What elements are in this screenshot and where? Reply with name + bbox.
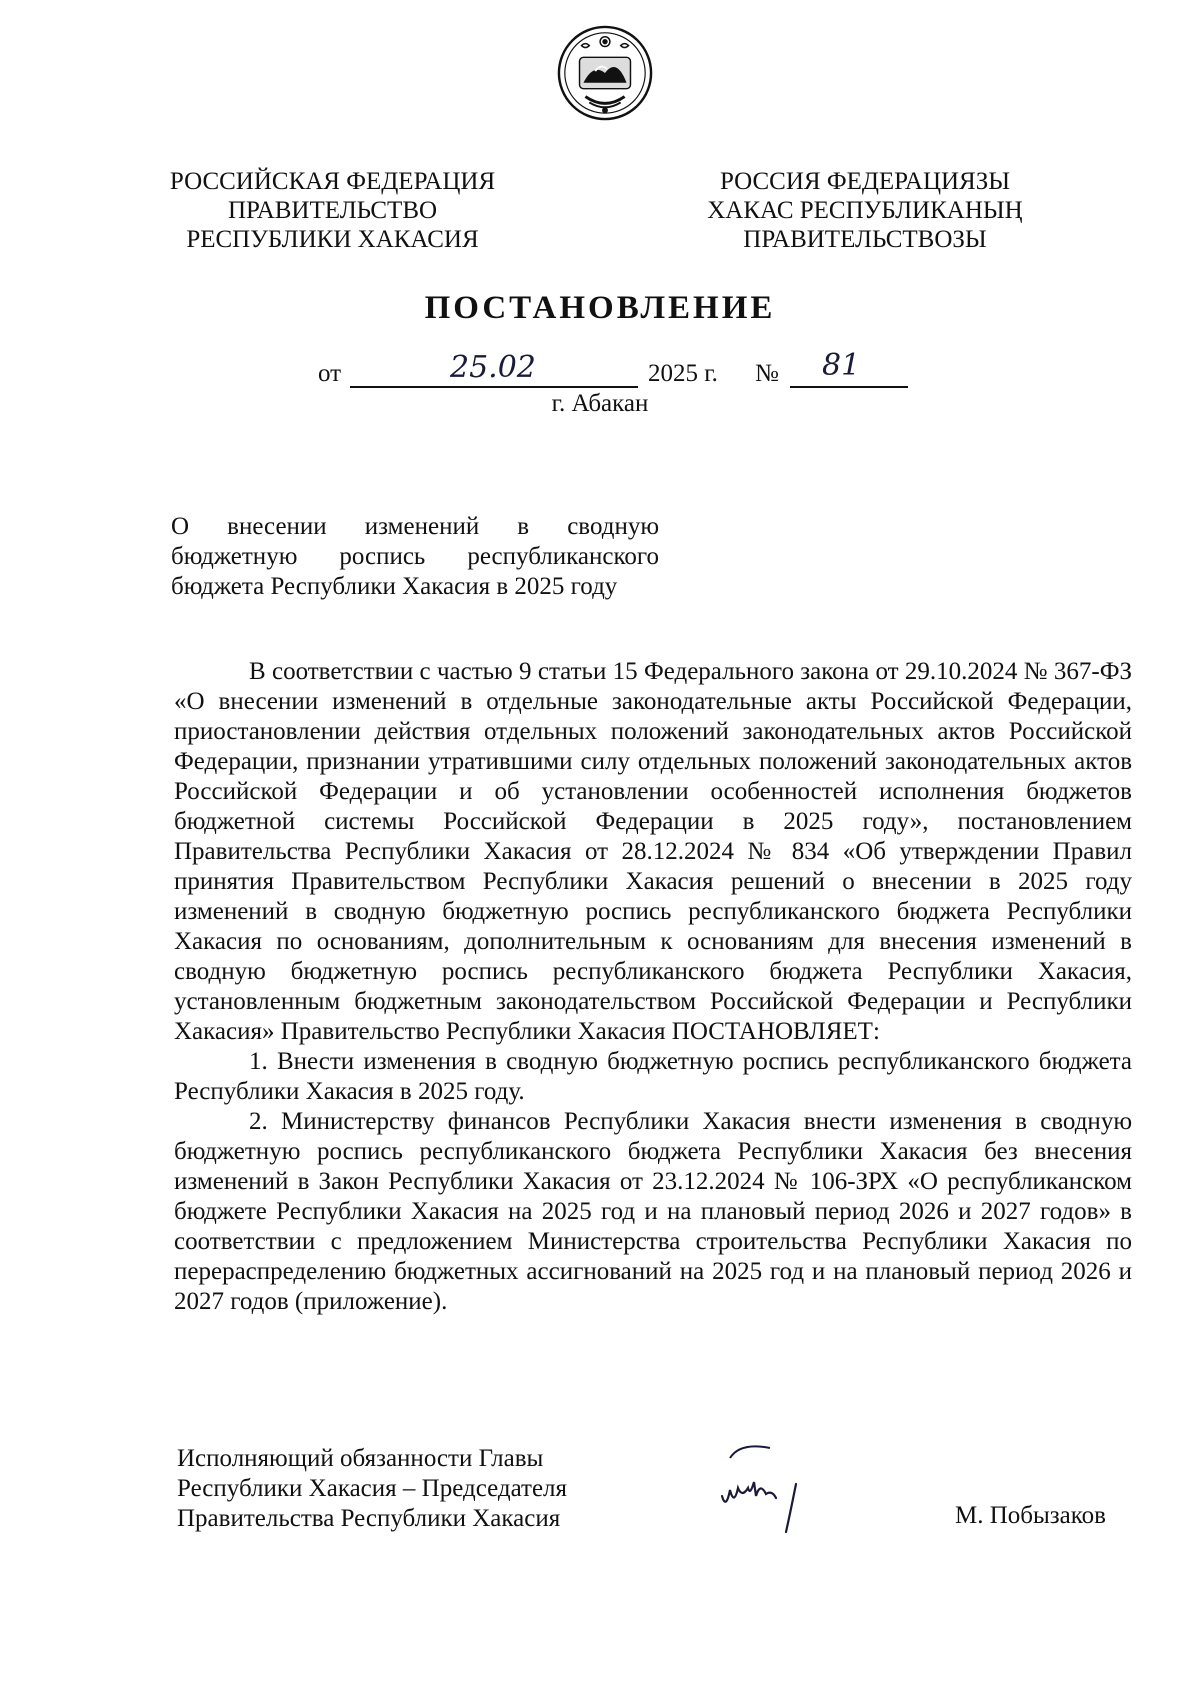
number-underline bbox=[790, 386, 908, 388]
header-left-line-1: РОССИЙСКАЯ ФЕДЕРАЦИЯ bbox=[169, 168, 496, 195]
header-left-line-3: РЕСПУБЛИКИ ХАКАСИЯ bbox=[186, 226, 479, 253]
signatory-role bbox=[177, 1444, 637, 1534]
body-text bbox=[174, 657, 1132, 1317]
number-handwritten: 81 bbox=[822, 348, 861, 383]
year-label: 2025 г. bbox=[648, 360, 718, 387]
signatory-role-line-3: Правительства Республики Хакасия bbox=[177, 1505, 561, 1532]
header-left-block bbox=[160, 167, 505, 254]
header-right-line-2: ХАКАС РЕСПУБЛИКАНЫҢ bbox=[707, 197, 1023, 224]
body-paragraph-preamble: В соответствии с частью 9 статьи 15 Федерального закона от 29.10.2024 № 367-ФЗ «О внесении изменений в отдельные законодательные акты Российской Федерации, приостановлении действия отдельных положений законодательных актов Российской Федерации, признании утратившими силу отдельных положений законодательных актов Российской Федерации и об установлении особенностей исполнения бюджетов бюджетной системы Российской Федерации в 2025 году», постановлением Правительства Республики Хакасия от 28.12.2024 № 834 «Об утверждении Правил принятия Правительством Республики Хакасия решений о внесении в 2025 году изменений в сводную бюджетную роспись республиканского бюджета Республики Хакасия по основаниям, дополнительным к основаниям для внесения изменений в сводную бюджетную роспись республиканского бюджета Республики Хакасия, установленным бюджетным законодательством Российской Федерации и Республики Хакасия» Правительство Республики Хакасия ПОСТАНОВЛЯЕТ: bbox=[174, 658, 1132, 1045]
handwritten-signature bbox=[710, 1438, 830, 1538]
from-label: от bbox=[318, 360, 342, 387]
coat-of-arms-emblem bbox=[556, 24, 654, 122]
body-paragraph-item-2: 2. Министерству финансов Республики Хакасия внести изменения в сводную бюджетную роспись республиканского бюджета Республики Хакасия без внесения изменений в Закон Республики Хакасия от 23.12.2024 № 106-ЗРХ «О республиканском бюджете Республики Хакасия на 2025 год и на плановый период 2026 и 2027 годов» в соответствии с предложением Министерства строительства Республики Хакасия по перераспределению бюджетных ассигнований на 2025 год и на плановый период 2026 и 2027 годов (приложение). bbox=[174, 1108, 1132, 1315]
document-title: ПОСТАНОВЛЕНИЕ bbox=[424, 290, 776, 326]
signatory-name: М. Побызаков bbox=[955, 1502, 1106, 1529]
header-right-block bbox=[690, 167, 1040, 254]
date-underline bbox=[350, 386, 638, 388]
signatory-role-line-2: Республики Хакасия – Председателя bbox=[177, 1475, 568, 1502]
subject-block bbox=[171, 512, 659, 602]
signatory-role-line-1: Исполняющий обязанности Главы bbox=[177, 1445, 544, 1472]
subject-line-3: бюджета Республики Хакасия в 2025 году bbox=[171, 573, 618, 600]
date-handwritten: 25.02 bbox=[450, 350, 536, 385]
header-right-line-1: РОССИЯ ФЕДЕРАЦИЯЗЫ bbox=[719, 168, 1011, 195]
header-right-line-3: ПРАВИТЕЛЬСТВОЗЫ bbox=[743, 226, 987, 253]
number-label: № bbox=[755, 360, 779, 387]
body-paragraph-item-1: 1. Внести изменения в сводную бюджетную роспись республиканского бюджета Республики Хакасия в 2025 году. bbox=[174, 1048, 1132, 1105]
header-left-line-2: ПРАВИТЕЛЬСТВО bbox=[227, 197, 438, 224]
subject-line-2: бюджетную роспись республиканского bbox=[171, 543, 659, 570]
city-label: г. Абакан bbox=[551, 390, 649, 417]
subject-line-1: О внесении изменений в сводную bbox=[171, 513, 659, 540]
